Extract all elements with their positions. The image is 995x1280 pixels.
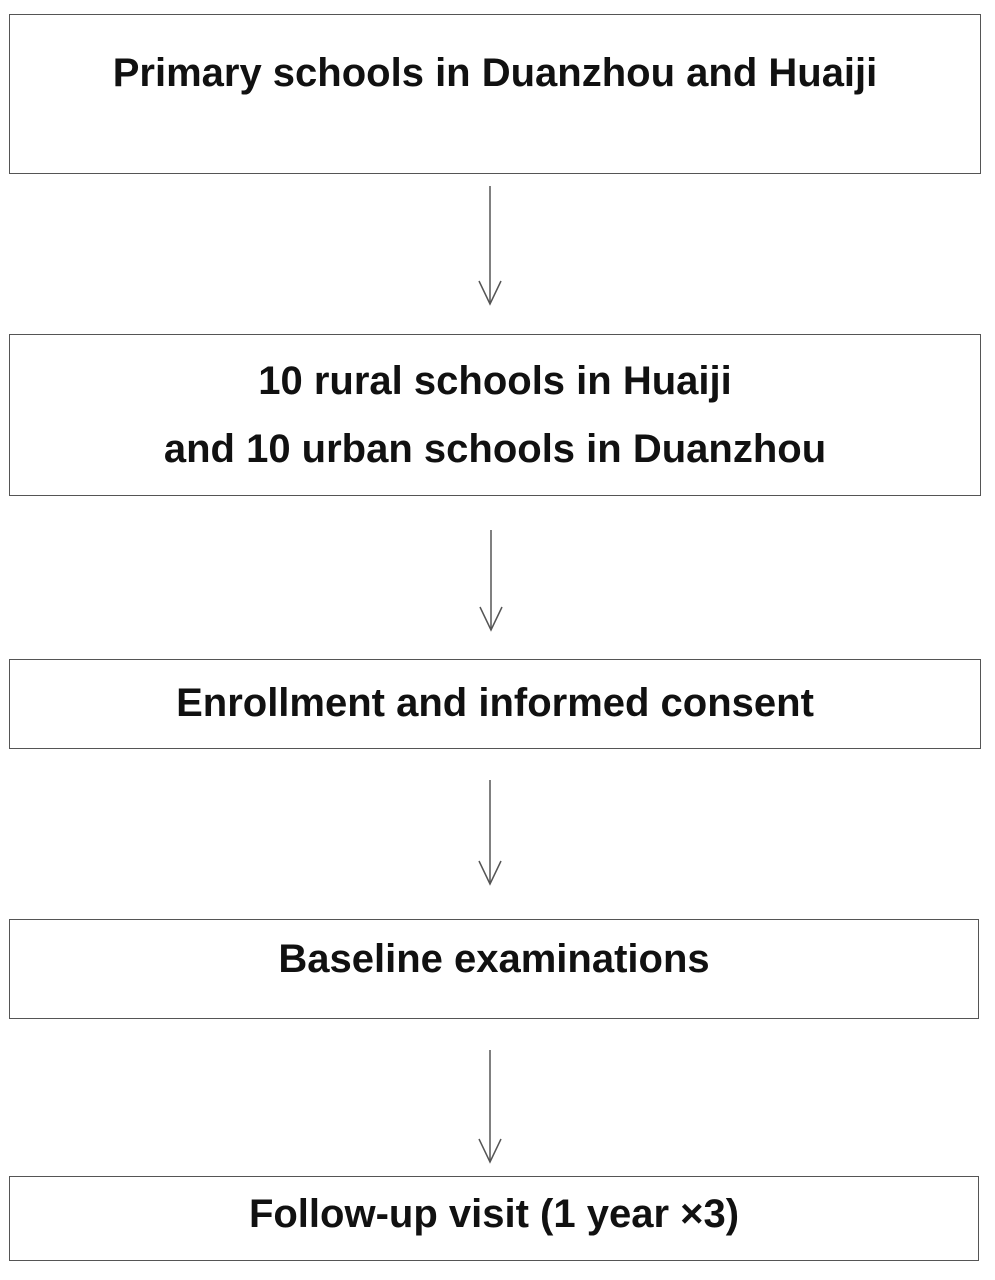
step-2-text-line-1: 10 rural schools in Huaiji bbox=[258, 359, 732, 403]
step-4-text: Baseline examinations bbox=[278, 937, 710, 981]
arrow-2-icon bbox=[471, 530, 511, 634]
step-3-text: Enrollment and informed consent bbox=[176, 681, 814, 725]
step-3-box bbox=[9, 659, 981, 749]
step-4-box bbox=[9, 919, 979, 1019]
arrow-4-icon bbox=[470, 1050, 510, 1166]
step-1-text: Primary schools in Duanzhou and Huaiji bbox=[112, 51, 878, 95]
step-5-box bbox=[9, 1176, 979, 1261]
step-2-box bbox=[9, 334, 981, 496]
arrow-1-icon bbox=[470, 186, 510, 308]
step-1-box bbox=[9, 14, 981, 174]
arrow-3-icon bbox=[470, 780, 510, 888]
step-5-text: Follow-up visit (1 year ×3) bbox=[248, 1192, 740, 1236]
step-2-text-line-2: and 10 urban schools in Duanzhou bbox=[163, 427, 827, 471]
